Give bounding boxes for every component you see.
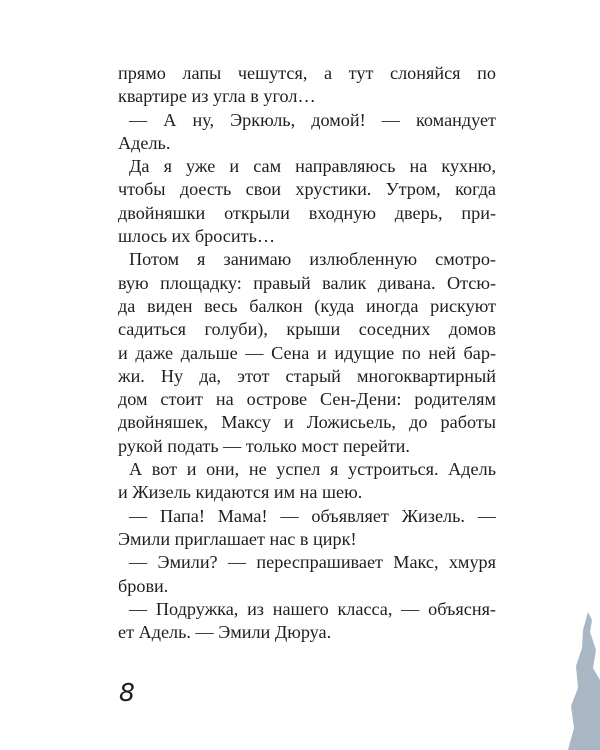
text-line: брови. bbox=[118, 575, 169, 596]
text-line: ет Адель. — Эмили Дюруа. bbox=[118, 622, 332, 643]
text-line: да виден весь балкон (куда иногда рискуют bbox=[118, 295, 496, 316]
body-text bbox=[118, 62, 496, 644]
paragraph bbox=[118, 62, 496, 109]
page-number: 8 bbox=[119, 678, 135, 707]
text-line: двойняшек, Максу и Ложисьель, до работы bbox=[118, 412, 496, 433]
text-line: — Подружка, из нашего класса, — объясня- bbox=[129, 598, 496, 619]
text-line: — А ну, Эркюль, домой! — командует bbox=[129, 109, 496, 130]
text-line: дом стоит на острове Сен-Дени: родителям bbox=[118, 389, 496, 410]
text-line: прямо лапы чешутся, а тут слоняйся по bbox=[118, 63, 496, 83]
text-line: Адель. bbox=[118, 132, 171, 153]
text-line: садиться голуби), крыши соседних домов bbox=[118, 319, 496, 340]
paragraph bbox=[118, 505, 496, 552]
text-line: шлось их бросить… bbox=[118, 226, 276, 247]
text-line: — Эмили? — переспрашивает Макс, хмуря bbox=[129, 552, 496, 573]
paragraph bbox=[118, 109, 496, 156]
text-line: Да я уже и сам направляюсь на кухню, bbox=[129, 156, 496, 177]
text-line: А вот и они, не успел я устроиться. Адель bbox=[129, 459, 496, 480]
text-line: двойняшки открыли входную дверь, при- bbox=[118, 202, 496, 223]
text-line: жи. Ну да, этот старый многоквартирный bbox=[118, 365, 496, 386]
paragraph bbox=[118, 551, 496, 598]
paragraph bbox=[118, 598, 496, 645]
paragraph bbox=[118, 155, 496, 248]
text-line: квартире из угла в угол… bbox=[118, 86, 316, 107]
text-line: и даже дальше — Сена и идущие по ней бар- bbox=[118, 342, 496, 363]
torn-edge-shape bbox=[568, 612, 600, 750]
paragraph bbox=[118, 458, 496, 505]
text-line: чтобы доесть свои хрустики. Утром, когда bbox=[118, 179, 496, 200]
text-line: — Папа! Мама! — объявляет Жизель. — bbox=[129, 505, 496, 526]
paragraph bbox=[118, 248, 496, 458]
text-line: рукой подать — только мост перейти. bbox=[118, 435, 410, 456]
text-line: Потом я занимаю излюбленную смотро- bbox=[129, 249, 496, 270]
page-edge-decoration bbox=[530, 610, 600, 750]
text-line: и Жизель кидаются им на шею. bbox=[118, 482, 363, 503]
text-line: вую площадку: правый валик дивана. Отсю- bbox=[118, 272, 496, 293]
text-line: Эмили приглашает нас в цирк! bbox=[118, 528, 357, 549]
